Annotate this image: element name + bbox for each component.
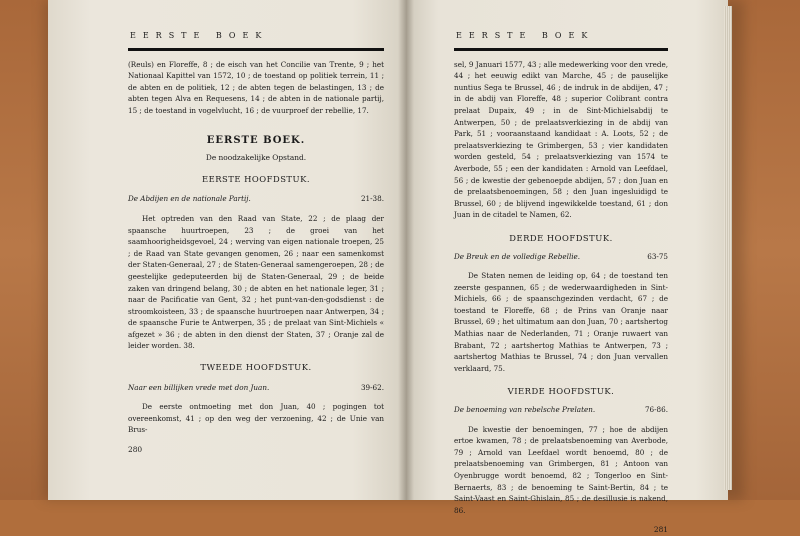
page-number: 281 [653,525,668,535]
chapter-text: De kwestie der benoemingen, 77 ; hoe de abdijen ertoe kwamen, 78 ; de prelaatsbenoeming van Averbode, 79 ; Arnold van Leefdael wordt benoemd, 80 ; de prelaatsbenoeming van Grimbergen, 81 ; Antoon van Oyenbrugge wordt benoemd, 82 ; Tongerloo en Sint-Bernaerts, 83 ; de benoeming te Saint-Bertin, 84 ; te Saint-Vaast en Saint-Ghislain, 85 ; de desillusie is nakend, 86. [454,424,668,515]
right-page [406,0,728,535]
chapter-heading: DERDE HOOFDSTUK. [509,232,613,243]
chapter-text: De eerste ontmoeting met don Juan, 40 ; pogingen tot overeenkomst, 41 ; op den weg der verzoening, 42 ; de Unie van Brus- [128,402,384,435]
chapter-subtitle: De Breuk en de volledige Rebellie. [454,251,581,261]
chapter-heading: EERSTE HOOFDSTUK. [202,173,310,184]
chapter-heading: VIERDE HOOFDSTUK. [507,386,615,397]
chapter-subtitle: De Abdijen en de nationale Partij. [128,194,251,204]
chapter-subtitle-line [128,193,384,205]
page-edges [724,6,732,490]
header-rule [454,48,668,51]
chapter-pages: 76-86. [644,405,668,415]
chapter-pages: 39-62. [360,382,384,392]
chapter-subtitle-line [128,382,384,394]
chapter-subtitle-line [454,251,668,263]
chapter-subtitle-line [454,404,668,416]
running-head: EERSTE BOEK [130,31,269,40]
intro-paragraph: sel, 9 Januari 1577, 43 ; alle medewerking voor den vrede, 44 ; het eeuwig edikt van Marche, 45 ; de pauselijke nuntius Sega te Brussel, 46 ; de indruk in de abdijen, 47 ; in de abdij van Floreffe, 48 ; superior Colibrant contra prelaat Dupaix, 49 ; in de Sint-Michielsabdij te Antwerpen, 50 ; de prelaatsverkiezing in de abdij van Park, 51 ; vooraanstaand kandidaat : A. Loots, 52 ; de prelaatsverkiezing te Grimbergen, 53 ; vier kandidaten worden gesteld, 54 ; prelaatsverkiezing van 1574 te Averbode, 55 ; een der kandidaten : Arnold van Leefdael, 56 ; de kwestie der gebenoepde abdijen, 57 ; don Juan en de prelaatsbenoemingen, 58 ; den Juan ingesluidigd te Brussel, 60 ; de blijvend ingewikkelde toestand, 61 ; don Juan in de citadel te Namen, 62. [454,59,668,220]
chapter-pages: 21-38. [360,194,384,204]
chapter-subtitle: De benoeming van rebelsche Prelaten. [454,405,596,415]
running-head: EERSTE BOEK [456,31,595,40]
intro-paragraph: (Reuls) en Floreffe, 8 ; de eisch van het Concilie van Trente, 9 ; het Nationaal Kapittel van 1572, 10 ; de toestand op politiek terrein, 11 ; de abten en de politiek, 12 ; de abten tegen de belastingen, 13 ; de abten tegen Alva en Requesens, 14 ; de abten in de nationale partij, 15 ; de toestand in vogelvlucht, 16 ; de vuurproef der rebellie, 17. [128,59,384,115]
page-number: 280 [128,445,143,455]
chapter-pages: 63-75 [647,251,668,261]
chapter-subtitle: Naar een billijken vrede met don Juan. [128,382,270,392]
book-subtitle: De noodzakelijke Opstand. [205,153,307,163]
book-gutter [398,0,414,500]
left-page [48,0,406,500]
book-title: EERSTE BOEK. [206,134,306,146]
header-rule [128,48,384,51]
chapter-text: Het optreden van den Raad van State, 22 ; de plaag der spaansche huurtroepen, 23 ; de groei van het saamhoorigheidsgevoel, 24 ; werving van eigen nationale troepen, 25 ; de Raad van State gevangen genomen, 26 ; naar een samenkomst der Staten-Generaal, 27 ; de Staten-Generaal samengeroepen, 28 ; de geestelijke gedeputeerden bij de Staten-Generaal, 29 ; de beide zaken van dringend belang, 30 ; de abten en het nationale leger, 31 ; naar de Pacificatie van Gent, 32 ; het punt-van-den-godsdienst : de stroomkoisteen, 33 ; de spaansche huurtroepen naar Antwerpen, 34 ; de spaansche Furie te Antwerpen, 35 ; de prelaat van Sint-Michiels « afgezet » 36 ; de abten in den dienst der Staten, 37 ; Oranje zal de leider worden. 38. [128,213,384,351]
chapter-heading: TWEEDE HOOFDSTUK. [200,362,312,373]
chapter-text: De Staten nemen de leiding op, 64 ; de toestand ten zeerste gespannen, 65 ; de wederwaardigheden in Sint-Michiels, 66 ; de spaanschgezinden verdacht, 67 ; de toestand te Floreffe, 68 ; de Prins van Oranje naar Brussel, 69 ; het ultimatum aan don Juan, 70 ; aartshertog Mathias naar de Nederlanden, 71 ; Oranje ruwaert van Brabant, 72 ; aartshertog Mathias te Antwerpen, 73 ; aartshertog Mathias te Brussel, 74 ; don Juan vervallen verklaard, 75. [454,271,668,373]
